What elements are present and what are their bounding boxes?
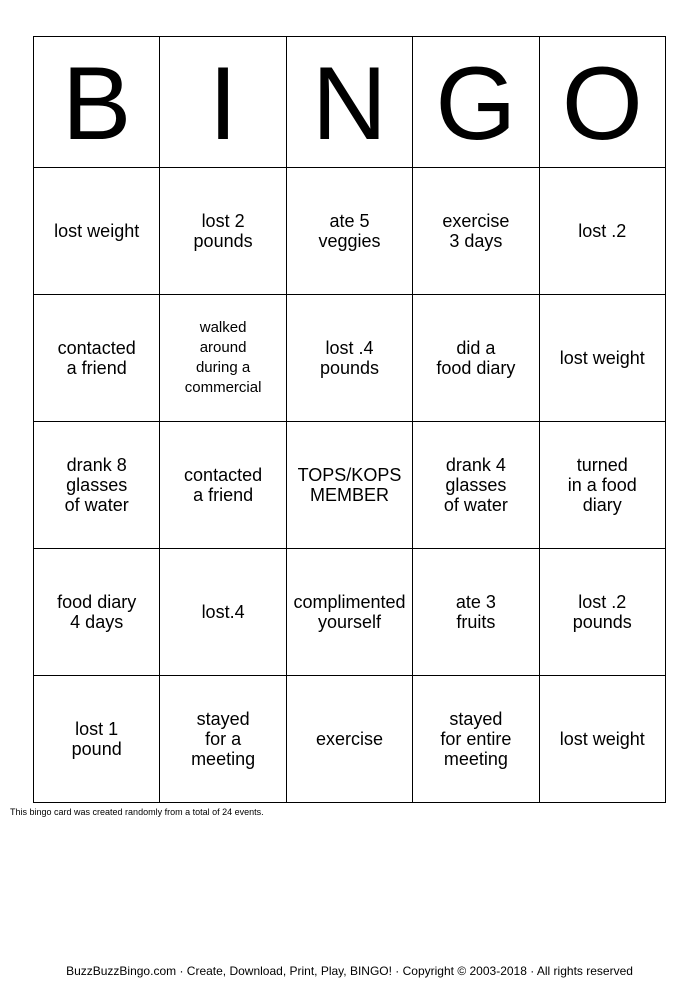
card-generation-note: This bingo card was created randomly from a total of 24 events. bbox=[10, 807, 264, 817]
bingo-row bbox=[34, 295, 666, 422]
bingo-cell: exercise 3 days bbox=[413, 168, 539, 295]
header-letter-i: I bbox=[160, 37, 286, 168]
site-footer: BuzzBuzzBingo.com · Create, Download, Print, Play, BINGO! · Copyright © 2003-2018 · All rights reserved bbox=[66, 964, 633, 978]
header-letter-b: B bbox=[34, 37, 160, 168]
bingo-cell: drank 8 glasses of water bbox=[34, 422, 160, 549]
bingo-cell: food diary 4 days bbox=[34, 549, 160, 676]
bingo-cell: contacted a friend bbox=[34, 295, 160, 422]
bingo-cell: lost.4 bbox=[160, 549, 286, 676]
header-letter-n: N bbox=[286, 37, 412, 168]
bingo-cell: complimented yourself bbox=[286, 549, 412, 676]
header-letter-o: O bbox=[539, 37, 665, 168]
bingo-row bbox=[34, 168, 666, 295]
bingo-cell: lost .2 bbox=[539, 168, 665, 295]
bingo-cell: stayed for entire meeting bbox=[413, 676, 539, 803]
bingo-cell: lost .4 pounds bbox=[286, 295, 412, 422]
bingo-cell: lost weight bbox=[539, 676, 665, 803]
bingo-cell: drank 4 glasses of water bbox=[413, 422, 539, 549]
bingo-cell: lost weight bbox=[34, 168, 160, 295]
bingo-cell: walked around during a commercial bbox=[160, 295, 286, 422]
bingo-cell: stayed for a meeting bbox=[160, 676, 286, 803]
bingo-cell: turned in a food diary bbox=[539, 422, 665, 549]
bingo-row bbox=[34, 549, 666, 676]
bingo-cell: TOPS/KOPS MEMBER bbox=[286, 422, 412, 549]
header-letter-g: G bbox=[413, 37, 539, 168]
bingo-cell: did a food diary bbox=[413, 295, 539, 422]
bingo-cell: ate 3 fruits bbox=[413, 549, 539, 676]
bingo-cell: contacted a friend bbox=[160, 422, 286, 549]
bingo-cell: lost 1 pound bbox=[34, 676, 160, 803]
bingo-header-row bbox=[34, 37, 666, 168]
bingo-cell: exercise bbox=[286, 676, 412, 803]
bingo-cell: ate 5 veggies bbox=[286, 168, 412, 295]
bingo-card bbox=[33, 36, 666, 803]
bingo-cell: lost weight bbox=[539, 295, 665, 422]
bingo-cell: lost 2 pounds bbox=[160, 168, 286, 295]
bingo-cell: lost .2 pounds bbox=[539, 549, 665, 676]
bingo-row bbox=[34, 422, 666, 549]
bingo-row bbox=[34, 676, 666, 803]
